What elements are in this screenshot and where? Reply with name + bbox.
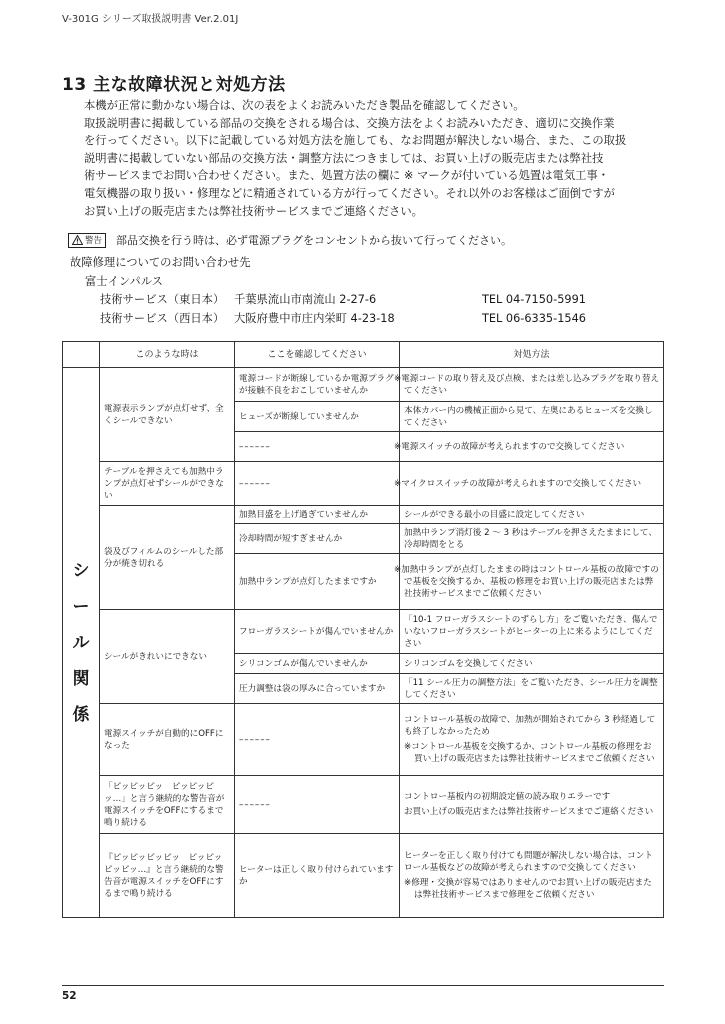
action-cell	[400, 834, 664, 918]
warning-text: 部品交換を行う時は、必ず電源プラグをコンセントから抜いて行ってください。	[116, 234, 513, 247]
warning-notice	[68, 232, 512, 248]
header-check: ここを確認してください	[235, 342, 400, 368]
table-row	[63, 834, 664, 918]
check-cell: 電源コードが断線しているか電源プラグが接触不良をおこしていませんか	[235, 368, 400, 402]
symptom-cell: テーブルを押さえても加熱中ランプが点灯せずシールができない	[100, 462, 235, 506]
intro-line: 電気機器の取り扱い・修理などに精通されている方が行ってください。それ以外のお客様はご面倒ですが	[84, 186, 615, 200]
side-label-char: シ	[72, 560, 90, 581]
header-side	[63, 342, 100, 368]
intro-line: お買い上げの販売店または弊社技術サービスまでご連絡ください。	[84, 204, 423, 218]
action-line: コントロール基板の故障で、加熱が開始されてから 3 秒経過しても終了しなかったため	[404, 715, 656, 737]
table-row	[63, 462, 664, 506]
symptom-cell: シールがきれいにできない	[100, 610, 235, 704]
table-row	[63, 368, 664, 402]
side-label	[63, 368, 100, 918]
action-cell: 加熱中ランプ消灯後 2 ～ 3 秒はテーブルを押さえたままにして、冷却時間をとる	[400, 524, 664, 554]
table-header-row	[63, 342, 664, 368]
action-cell: シリコンゴムを交換してください	[400, 654, 664, 674]
service-name: 技術サービス（西日本）	[100, 311, 225, 325]
symptom-cell: 電源表示ランプが点灯せず、全くシールできない	[100, 368, 235, 462]
service-tel: TEL 04-7150-5991	[482, 293, 586, 307]
action-cell: 「10-1 フローガラスシートのずらし方」をご覧いただき、傷んでいないフローガラスシートがヒーターの上に来るようにしてください	[400, 610, 664, 654]
table-row	[63, 610, 664, 654]
action-cell: 「11 シール圧力の調整方法」をご覧いただき、シール圧力を調整してください	[400, 674, 664, 704]
warning-badge-label: 警告	[85, 236, 103, 246]
check-cell-empty: ––––––	[235, 462, 400, 506]
intro-line: 説明書に掲載していない部品の交換方法・調整方法につきましては、お買い上げの販売店または弊社技	[84, 151, 604, 165]
check-cell: 冷却時間が短すぎませんか	[235, 524, 400, 554]
intro-line: 術サービスまでお問い合わせください。また、処置方法の欄に ※ マークが付いている処置は電気工事・	[84, 169, 610, 183]
symptom-cell: 「ピッピッピッ ピッピッピッ…」と言う継続的な警告音が電源スイッチをOFFにするまで鳴り続ける	[100, 776, 235, 834]
action-cell	[400, 704, 664, 776]
action-line: ※修理・交換が容易ではありませんのでお買い上げの販売店または弊社技術サービスまで修理をご依頼ください	[404, 878, 652, 900]
action-cell: 本体カバー内の機械正面から見て、左奥にあるヒューズを交換してください	[400, 402, 664, 432]
action-cell: ※電源コードの取り替え及び点検、または差し込みプラグを取り替えてください	[400, 368, 664, 402]
action-line: ※コントロール基板を交換するか、コントロール基板の修理をお買い上げの販売店または弊社技術サービスまでご依頼ください	[404, 742, 655, 764]
side-label-char: 係	[72, 704, 90, 725]
check-cell: 圧力調整は袋の厚みに合っていますか	[235, 674, 400, 704]
document-header: V-301G シリーズ取扱説明書 Ver.2.01J	[62, 14, 239, 25]
warning-triangle-icon	[72, 235, 83, 245]
action-cell	[400, 776, 664, 834]
intro-line: 本機が正常に動かない場合は、次の表をよくお読みいただき製品を確認してください。	[84, 99, 525, 112]
check-cell-empty: ––––––	[235, 432, 400, 462]
action-cell: ※電源スイッチの故障が考えられますので交換してください	[400, 432, 664, 462]
header-symptom: このような時は	[100, 342, 235, 368]
action-cell: ※マイクロスイッチの故障が考えられますので交換してください	[400, 462, 664, 506]
table-row	[63, 506, 664, 524]
side-label-char: 関	[72, 668, 90, 689]
company-name: 富士インパルス	[85, 274, 163, 288]
header-action: 対処方法	[400, 342, 664, 368]
warning-badge	[68, 233, 106, 248]
contact-block	[70, 254, 612, 328]
page-number: 52	[62, 990, 77, 1002]
contact-heading: 故障修理についてのお問い合わせ先	[70, 256, 251, 269]
side-label-char: ー	[72, 596, 90, 617]
side-label-char: ル	[72, 632, 90, 653]
service-address: 千葉県流山市南流山 2-27-6	[234, 293, 377, 307]
symptom-cell: 『ピッピッピッピッ ピッピッピッピッ…』と言う継続的な警告音が電源スイッチをOFFにするまで鳴り続ける	[100, 834, 235, 918]
check-cell-empty: ––––––	[235, 776, 400, 834]
check-cell: シリコンゴムが傷んでいませんか	[235, 654, 400, 674]
action-line: お買い上げの販売店または弊社技術サービスまでご連絡ください	[404, 807, 654, 817]
check-cell: フローガラスシートが傷んでいませんか	[235, 610, 400, 654]
symptom-cell: 袋及びフィルムのシールした部分が焼き切れる	[100, 506, 235, 610]
check-cell-empty: ––––––	[235, 704, 400, 776]
symptom-cell: 電源スイッチが自動的にOFFになった	[100, 704, 235, 776]
table-row	[63, 776, 664, 834]
check-cell: 加熱目盛を上げ過ぎていませんか	[235, 506, 400, 524]
contact-row	[100, 310, 612, 329]
contact-row	[100, 291, 612, 310]
intro-line: を行ってください。以下に記載している対処方法を施しても、なお問題が解決しない場合、また、この取扱	[84, 134, 627, 148]
service-name: 技術サービス（東日本）	[100, 293, 225, 307]
footer-divider	[62, 985, 664, 986]
troubleshooting-table	[62, 341, 664, 918]
intro-line: 取扱説明書に掲載している部品の交換をされる場合は、交換方法をよくお読みいただき、適切に交換作業	[84, 116, 615, 130]
check-cell: ヒーターは正しく取り付けられていますか	[235, 834, 400, 918]
section-title: 13 主な故障状況と対処方法	[62, 75, 286, 95]
action-line: ヒーターを正しく取り付けても問題が解決しない場合は、コントロール基板などの故障が考えられますので交換してください	[404, 851, 653, 873]
action-line: コントロー基板内の初期設定値の読み取りエラーです	[404, 792, 611, 802]
check-cell: ヒューズが断線していませんか	[235, 402, 400, 432]
service-tel: TEL 06-6335-1546	[482, 311, 586, 325]
table-row	[63, 704, 664, 776]
action-cell: シールができる最小の目盛に設定してください	[400, 506, 664, 524]
intro-text	[84, 97, 684, 220]
check-cell: 加熱中ランプが点灯したままですか	[235, 554, 400, 610]
service-address: 大阪府豊中市庄内栄町 4-23-18	[234, 311, 395, 325]
action-cell: ※加熱中ランプが点灯したままの時はコントロール基板の故障ですので基板を交換するか、基板の修理をお買い上げの販売店または弊社技術サービスまでご依頼ください	[400, 554, 664, 610]
